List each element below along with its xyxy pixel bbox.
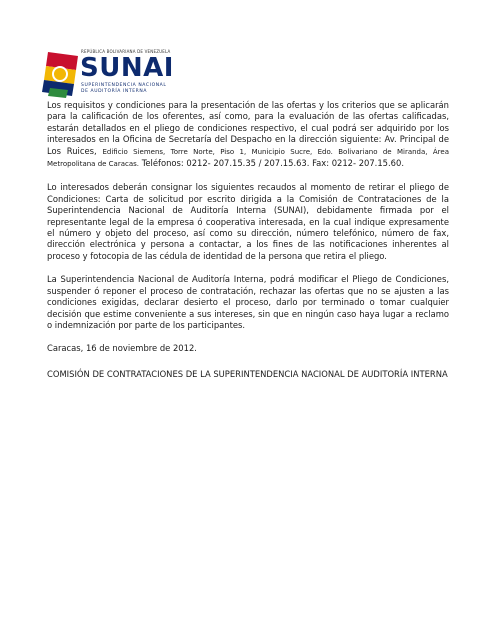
phones-text: Teléfonos: 0212- 207.15.35 / 207.15.63. Fax: 0212- 207.15.60.	[139, 158, 404, 169]
paragraph-requirements	[47, 100, 449, 170]
signature-line: COMISIÓN DE CONTRATACIONES DE LA SUPERINTENDENCIA NACIONAL DE AUDITORÍA INTERNA	[47, 368, 448, 379]
paragraph-conditions: La Superintendencia Nacional de Auditoría Interna, podrá modificar el Pliego de Condiciones, suspender ó reponer el proceso de contratación, rechazar las ofertas que no se ajusten a las condiciones exigidas, declarar desierto el proceso, darlo por terminado o tomar cualquier decisión que estime conveniente a sus intereses, sin que en ningún caso haya lugar a reclamo o indemnización por parte de los participantes.	[47, 274, 449, 330]
logo-subtitle-2: DE AUDITORÍA INTERNA	[81, 89, 148, 94]
document-date: Caracas, 16 de noviembre de 2012.	[47, 343, 197, 354]
document-body	[47, 100, 449, 392]
sunai-logo	[40, 48, 188, 100]
logo-tagline: REPÚBLICA BOLIVARIANA DE VENEZUELA	[81, 49, 171, 54]
logo-subtitle-1: SUPERINTENDENCIA NACIONAL	[81, 83, 167, 88]
requirements-text: Los requisitos y condiciones para la presentación de las ofertas y los criterios que se aplicarán para la calificación de los oferentes, así como, para la evaluación de las ofertas calificadas, estarán detallados en el pliego de condiciones respectivo, el cual podrá ser adquirido por los interesados en la Oficina de Secretaría del Despacho en la dirección siguiente: Av. Principal de Los Ruices,	[47, 100, 449, 156]
sunai-emblem-icon	[40, 48, 82, 100]
logo-name: SUNAI	[80, 53, 174, 83]
paragraph-documents: Lo interesados deberán consignar los siguientes recaudos al momento de retirar el pliego de Condiciones: Carta de solicitud por escrito dirigida a la Comisión de Contrataciones de la Superintendencia Nacional de Auditoría Interna (SUNAI), debidamente firmada por el representante legal de la empresa ó cooperativa interesada, en la cual indique expresamente el número y objeto del proceso, así como su dirección, número telefónico, número de fax, dirección electrónica y persona a contactar, a los fines de las notificaciones inherentes al proceso y fotocopia de las cédula de identidad de la persona que retira el pliego.	[47, 182, 449, 261]
address-text: Edificio Siemens, Torre Norte, Piso 1, Municipio Sucre, Edo. Bolivariano de Miranda, Área Metropolitana de Caracas.	[47, 147, 449, 169]
